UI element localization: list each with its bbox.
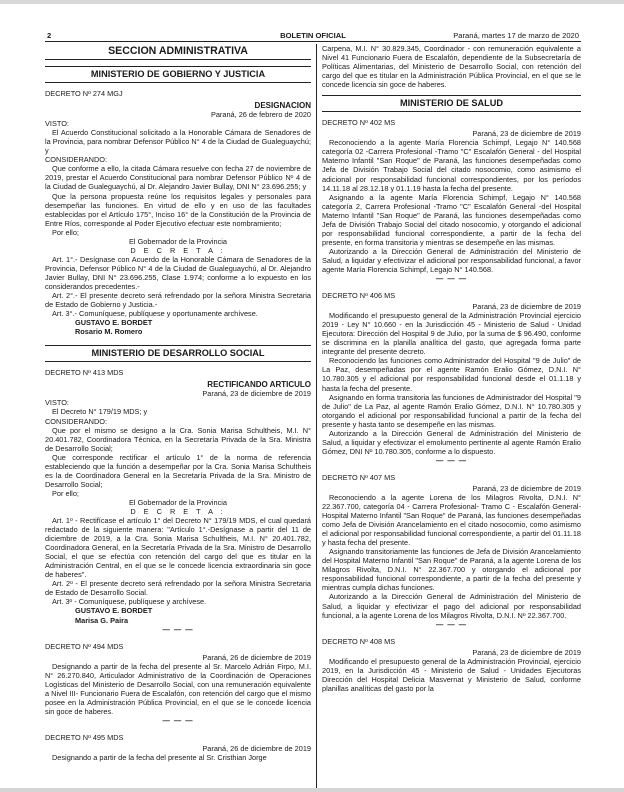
decree-date: Paraná, 26 de febrero de 2020 [210,110,311,120]
decree-274 [45,89,311,336]
viewer-bottom-band [0,788,624,792]
decree-413 [45,368,311,624]
ministry-heading-gobierno: MINISTERIO DE GOBIERNO Y JUSTICIA [45,66,311,83]
decree-paragraph: Reconociendo a la agente María Florencia Schimpf, Legajo N° 140.568 categoría 02 -Carrera Profesional -Tramo "C" Escalafón General - del Hospital Materno Infantil "San Roque" de Paraná, las funciones desempeñadas como Jefa de División Trabajo Social del citado nosocomio, como asimismo el adicional por responsabilidad funcional correspondientes, por los períodos 14.11.18 al 28.12.18 y 01.1.19 hasta la fecha del presente. [322,138,581,193]
decree-body: Designando a partir de la fecha del presente al Sr. Marcelo Adrián Firpo, M.I. N° 26.270.840, Articulador Administrativo de la Coordinación de Operaciones Logísticas del Ministerio de Desarrollo Social, con una remuneración equivalente a Nivel III- Funcionario Fuera de Escalafón, con retención del cargo que el mismo posee en la Administración Pública Provincial, en el que se le concede licencia sin goce de haberes. [45,661,311,716]
decreta-line: D E C R E T A : [130,245,226,255]
page-number: 2 [47,31,52,40]
decree-subject: RECTIFICANDO ARTICULO [207,380,311,390]
decree-date: Paraná, 26 de diciembre de 2019 [202,744,311,753]
viewer-top-band [0,0,624,4]
por-ello: Por ello; [52,227,79,237]
decree-number: DECRETO Nº 274 MGJ [45,89,123,98]
decree-paragraph: Modificando el presupuesto general de la Administración Provincial, ejercicio 2019, en la Jurisdicción 45 - Ministerio de Salud - Unidades Ejecutoras Dirección del Hospital Delicia Masvernat y Ministerio de Salud, conforme planillas analíticas del gasto por la [322,656,581,693]
article: Art. 3º - Comuníquese, publíquese y archívese. [52,597,207,607]
decree-number: DECRETO Nº 406 MS [322,291,396,301]
decree-number: DECRETO Nº 413 MDS [45,368,124,378]
decree-date: Paraná, 23 de diciembre de 2019 [472,129,581,139]
decree-number: DECRETO Nº 407 MS [322,472,396,482]
considerando-paragraph: Que la persona propuesta reúne los requisitos legales y personales para desempeñar las funciones. En virtud de ello y en uso de las facultades establecidas por el Artículo 175°, Inciso 16° de la Constitución de la Provincia de Entre Ríos, corresponde al Poder Ejecutivo efectuar este nombramiento; [45,191,311,228]
decree-date: Paraná, 23 de diciembre de 2019 [202,389,311,399]
decree-date: Paraná, 23 de diciembre de 2019 [472,647,581,657]
considerando-paragraph: Que conforme a ello, la citada Cámara resuelve con fecha 27 de noviembre de 2019, prestar el Acuerdo Constitucional para nombrar Defensor Público Nº 4 de la Ciudad de Gualeguaychú, al Dr. Alejandro Javier Bullay, DNI N° 23.696.255; y [45,164,311,192]
visto-label: VISTO: [45,119,69,129]
signature-minister: Marisa G. Paira [75,615,129,625]
article: Art. 2º - El presente decreto será refrendado por la señora Ministra Secretaria de Estado de Desarrollo Social. [45,579,311,598]
decree-subject: DESIGNACION [254,101,311,111]
decree-406 [322,291,581,456]
considerando-label: CONSIDERANDO: [45,155,108,165]
visto-label: VISTO: [45,398,69,408]
decree-495 [45,733,311,762]
decree-paragraph: Autorizando a la Dirección General de Administración del Ministerio de Salud, a liquidar y efectivizar el adicional por responsabilidad funcional, a favor agente María Florencia Schimpf, Legajo N° 140.568. [322,246,581,274]
decree-date: Paraná, 23 de diciembre de 2019 [472,302,581,312]
left-column [45,44,311,762]
publication-date: Paraná, martes 17 de marzo de 2020 [453,31,579,40]
decree-date: Paraná, 23 de diciembre de 2019 [472,483,581,493]
signature-governor: GUSTAVO E. BORDET [75,606,153,616]
visto-text: El Acuerdo Constitucional solicitado a la Honorable Cámara de Senadores de la Provincia, para nombrar Defensor Público N° 4 de la Ciudad de Gualeguaychú; y [45,128,311,156]
decree-408 [322,637,581,693]
article: Art. 2°.- El presente decreto será refrendado por la señora Ministra Secretaria de Estado de Gobierno y Justicia.- [45,291,311,310]
right-column [322,44,581,693]
article: Art. 1°.- Desígnase con Acuerdo de la Honorable Cámara de Senadores de la Provincia, Defensor Público N° 4 de la Ciudad de Gualeguaychú, al Dr. Alejandro Javier Bullay, DNI N° 23.696.255, Clase 1.974; conforme a lo expuesto en los considerandos precedentes.- [45,254,311,291]
decree-paragraph: Modificando el presupuesto general de la Administración Provincial ejercicio 2019 - Ley N° 10.660 - en la Jurisdicción 45 - Ministerio de Salud - Unidad Ejecutora: Dirección del Hospital 9 de Julio, por la suma de $ 96.490, conforme se discrimina en la planilla analítica del gasto, que agregada forma parte integrante del presente decreto. [322,311,581,357]
column-divider [316,44,317,792]
visto-text: El Decreto N° 179/19 MDS; y [52,407,148,417]
gobernador-line: El Gobernador de la Provincia [129,497,227,507]
decree-separator: — — — [162,624,194,634]
ministry-heading-salud: MINISTERIO DE SALUD [322,95,581,112]
decree-number: DECRETO Nº 408 MS [322,636,396,646]
article: Art. 3°.- Comuníquese, publíquese y oportunamente archívese. [52,309,258,319]
decree-date: Paraná, 26 de diciembre de 2019 [202,652,311,662]
decree-separator: — — — [435,619,468,629]
decree-number: DECRETO Nº 495 MDS [45,732,124,742]
decree-number: DECRETO Nº 402 MS [322,118,396,128]
signature-minister: Rosario M. Romero [75,327,143,337]
decree-separator: — — — [435,274,468,284]
decree-separator: — — — [162,715,194,725]
decree-paragraph: Autorizando a la Dirección General de Administración del Ministerio de Salud, a liquidar y efectivizar el emolumento pertinente al agente Ramón Eralio Gómez, DNI Nº 10.780.305, conforme a lo dispuesto. [322,428,581,456]
decree-paragraph: Reconociendo a la agente Lorena de los Milagros Rivolta, D.N.I. N° 22.367.700, categoría 04 - Carrera Profesional- Tramo C - Escalafón General- Hospital Materno Infantil "San Roque" de Paraná, las funciones desempeñadas como Jefa de División Arancelamiento en el citado nosocomio, como asimismo el adicional por responsabilidad funcional correspondiente, a partir del 01.11.18 y hasta fecha del presente. [322,492,581,548]
decree-402 [322,118,581,274]
considerando-label: CONSIDERANDO: [45,416,108,426]
por-ello: Por ello; [52,488,79,498]
decree-separator: — — — [435,455,468,465]
publication-title: BOLETIN OFICIAL [280,31,346,40]
decree-494 [45,642,311,716]
decree-body: Designando a partir de la fecha del presente al Sr. Cristhian Jorge [52,753,267,763]
page-header [45,30,581,42]
article: Art. 1º - Rectifícase el artículo 1° del Decreto N° 179/19 MDS, el cual quedará redactado de la siguiente manera: "Artículo 1°.-Desígnase a partir del 11 de diciembre de 2019, a la Cra. Sonia Marisa Schultheis, M.I. N° 20.401.782, Coordinadora General, en la Secretaría Privada de la Sra. Ministro de Desarrollo Social, el que se efectúa con retención del cargo del que es titular en la Administración Central, en el que se le concede licencia extraordinaria sin goce de haberes". [45,516,311,580]
decree-paragraph: Autorizando a la Dirección General de Administración del Ministerio de Salud, a liquidar y efectivizar el pago del adicional por responsabilidad funcional, a la agente Lorena de los Milagros Rivolta, D.N.I. Nº 22.367.700. [322,592,581,620]
gobernador-line: El Gobernador de la Provincia [129,236,227,246]
decreta-line: D E C R E T A : [130,506,226,516]
considerando-paragraph: Que por el mismo se designo a la Cra. Sonia Marisa Schultheis, M.I. N° 20.401.782, Coordinadora Técnica, en la Secretaría Privada de la Sra. Ministra de Desarrollo Social; [45,425,311,453]
decree-paragraph: Asignando transitoriamente las funciones de Jefa de División Arancelamiento del Hospital Materno Infantil "San Roque" de Paraná, a la agente Lorena de los Milagros Rivolta, D.N.I. N° 22.367.700 y otorgando el adicional por responsabilidad funcional correspondiente, a partir de la fecha del presente y mientras cumpla dichas funciones. [322,547,581,593]
considerando-paragraph: Que corresponde rectificar el artículo 1° de la norma de referencia estableciendo que la función a desempeñar por la Cra. Sonia Marisa Schultheis es la de Coordinadora General en la Secretaría Privada de la Sra. Ministro de Desarrollo Social; [45,452,311,489]
section-title: SECCION ADMINISTRATIVA [45,44,311,60]
decree-paragraph: Reconociendo las funciones como Administrador del Hospital "9 de Julio" de La Paz, desempeñadas por el agente Ramón Eralio Gómez, D.N.I. N° 10.780.305 y el adicional por responsabilidad funcional desde el 01.1.18 y hasta la fecha del presente. [322,356,581,393]
decree-407 [322,473,581,620]
decree-number: DECRETO Nº 494 MDS [45,641,124,651]
continued-text: Carpena, M.I. N° 30.829.345, Coordinador - con remuneración equivalente a Nivel 41 Funcionario Fuera de Escalafón, dependiente de la Subsecretaría de Políticas Alimentarias, del Ministerio de Desarrollo Social, con retención del cargo del que es titular en la Administración Pública Provincial, en el que se le concede licencia sin goce de haberes. [322,44,581,90]
signature-governor: GUSTAVO E. BORDET [75,318,153,328]
decree-paragraph: Asignando en forma transitoria las funciones de Administrador del Hospital "9 de Julio" de La Paz, al agente Ramón Eralio Gómez, D.N.I. N° 10.780.305 y otorgando el adicional por responsabilidad funcional a partir de la fecha del presente y hasta tanto se desempeñe en las mismas. [322,392,581,429]
decree-paragraph: Asignando a la agente María Florencia Schimpf, Legajo N° 140.568 categoría 2, Carrera Profesional -Tramo "C" Escalafón General -del Hospital Materno Infantil "San Roque" de Paraná, las funciones desempeñadas como Jefa de División Trabajo Social del citado nosocomio, y otorgando el adicional por responsabilidad funcional correspondiente, a partir de la fecha del presente, en forma transitoria y mientras se desempeñe en las mismas. [322,192,581,247]
ministry-heading-desarrollo-social: MINISTERIO DE DESARROLLO SOCIAL [45,345,311,362]
